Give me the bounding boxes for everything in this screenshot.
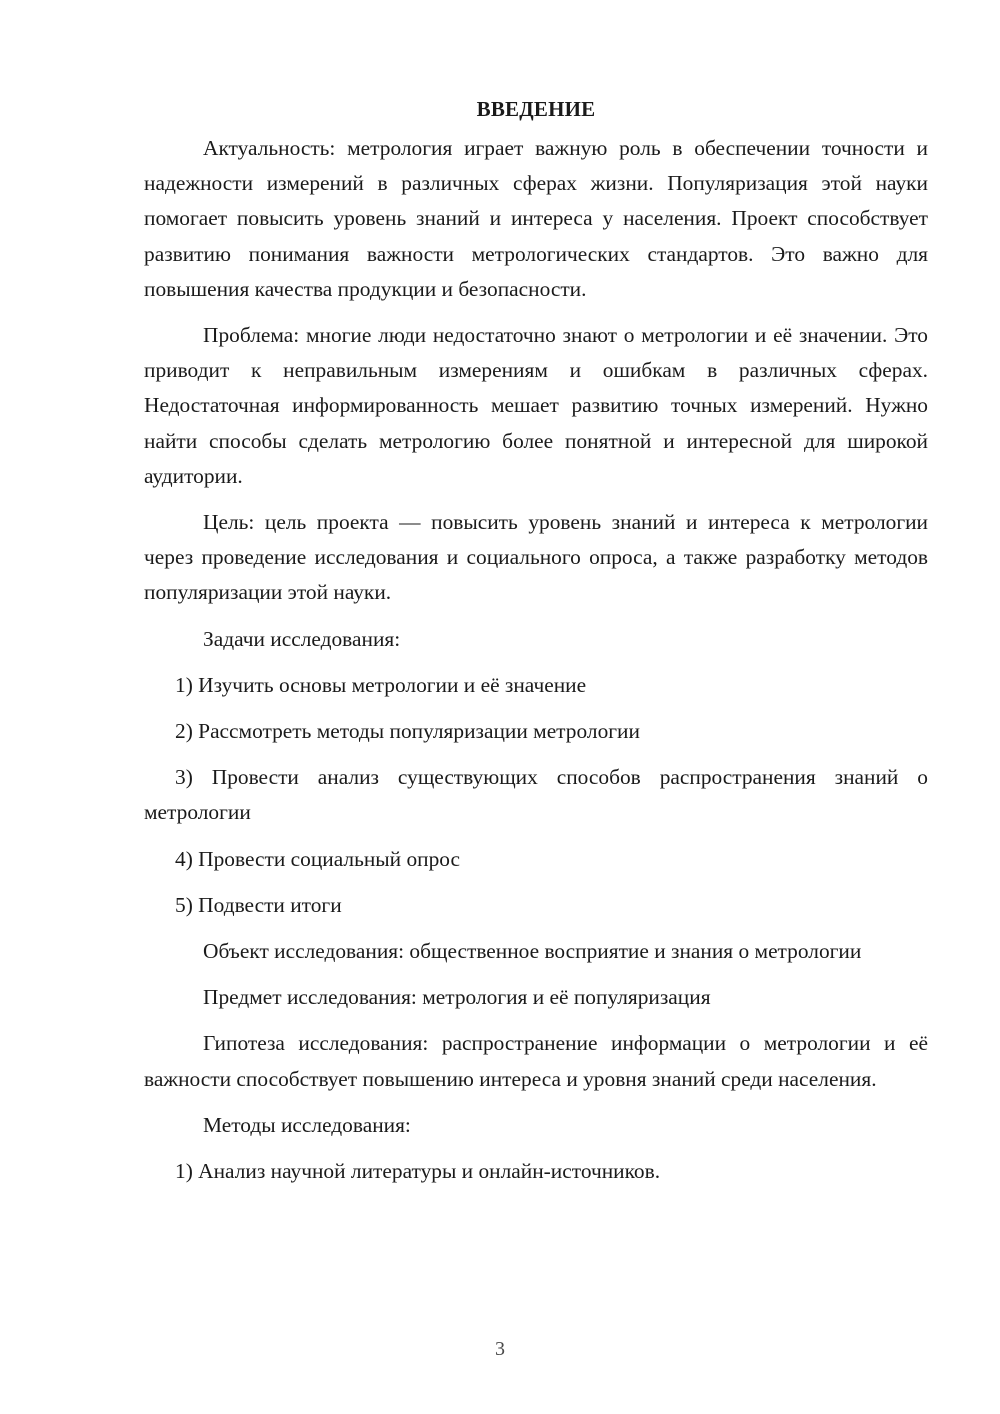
paragraph-relevance: Актуальность: метрология играет важную роль в обеспечении точности и надежности измерений в различных сферах жизни. Популяризация этой науки помогает повысить уровень знаний и интереса у населения. Проект способствует развитию понимания важности метрологических стандартов. Это важно для повышения качества продукции и безопасности. — [144, 136, 928, 301]
tasks-heading: Задачи исследования: — [203, 626, 401, 651]
methods-heading: Методы исследования: — [203, 1112, 411, 1137]
paragraph-problem: Проблема: многие люди недостаточно знают о метрологии и её значении. Это приводит к неправильным измерениям и ошибкам в различных сферах. Недостаточная информированность мешает развитию точных измерений. Нужно найти способы сделать метрологию более понятной и интересной для широкой аудитории. — [144, 323, 928, 488]
paragraph-goal: Цель: цель проекта — повысить уровень знаний и интереса к метрологии через проведение исследования и социального опроса, а также разработку методов популяризации этой науки. — [144, 510, 928, 605]
task-item-2: 2) Рассмотреть методы популяризации метрологии — [175, 719, 640, 744]
paragraph-subject: Предмет исследования: метрология и её популяризация — [203, 985, 711, 1010]
document-page — [144, 92, 928, 1200]
task-item-1: 1) Изучить основы метрологии и её значение — [175, 672, 587, 697]
task-item-5: 5) Подвести итоги — [175, 892, 342, 917]
task-item-3: 3) Провести анализ существующих способов распространения знаний о метрологии — [144, 765, 928, 825]
paragraph-hypothesis: Гипотеза исследования: распространение информации о метрологии и её важности способствует повышению интереса и уровня знаний среди населения. — [144, 1031, 928, 1091]
paragraph-object: Объект исследования: общественное восприятие и знания о метрологии — [203, 939, 862, 964]
method-item-1: 1) Анализ научной литературы и онлайн-источников. — [175, 1159, 661, 1184]
section-title: ВВЕДЕНИЕ — [476, 97, 596, 121]
task-item-4: 4) Провести социальный опрос — [175, 846, 461, 871]
page-number: 3 — [495, 1338, 505, 1360]
